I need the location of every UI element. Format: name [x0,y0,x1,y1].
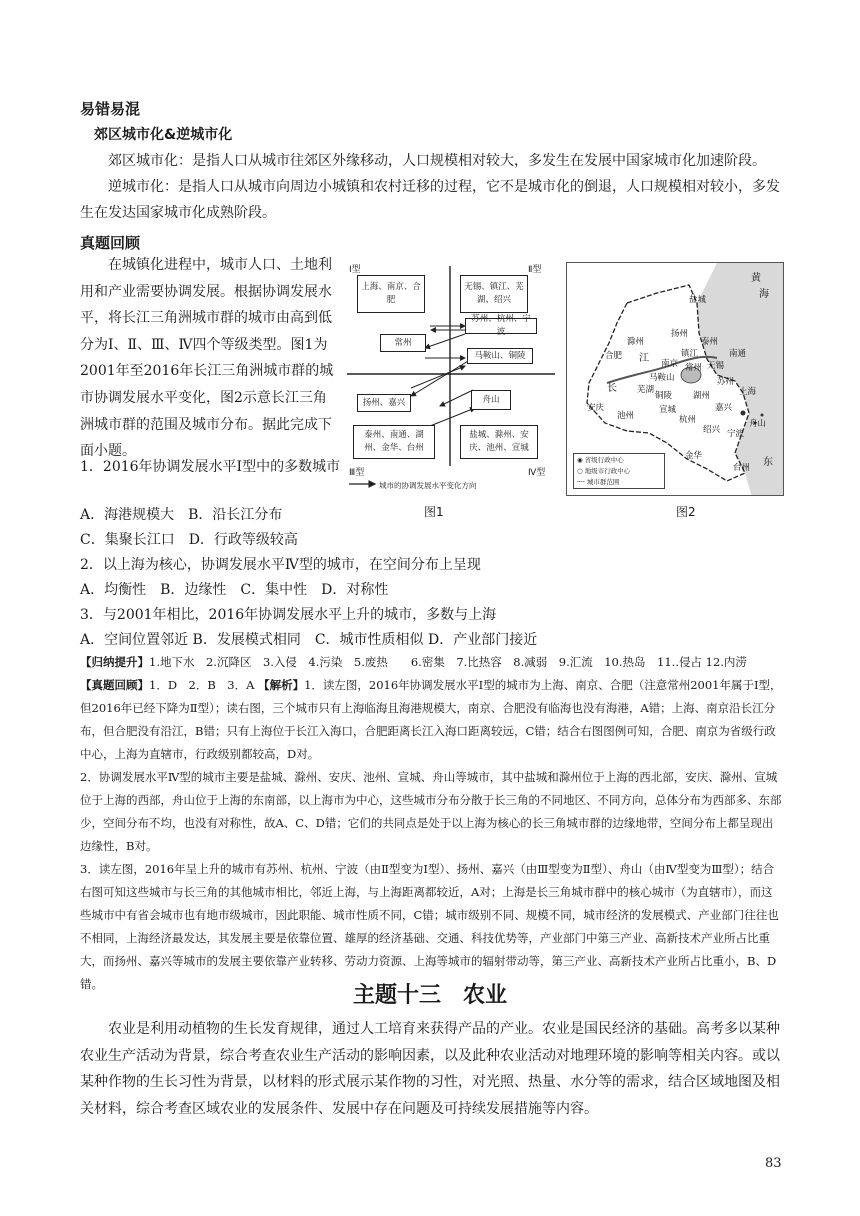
box-zhoushan: 舟山 [471,390,511,410]
map-label-ningbo: 宁波 [727,429,745,439]
box-yangzhou-jiaxing: 扬州、嘉兴 [357,394,411,412]
map-label-suzhou: 苏州 [717,377,735,387]
map-label-chang: 长 [607,383,617,394]
figure-1-diagram [345,258,560,498]
type-3-label: Ⅲ型 [349,468,365,478]
map-label-yellow-sea-2: 海 [759,289,769,300]
summary-text: 1.地下水 2.沉降区 3.入侵 4.污染 5.废热 6.密集 7.比热容 8.减弱 9.汇流 10.热岛 11..侵占 12.内涝 [149,655,747,669]
answers-block [80,651,784,996]
definition-suburbanization: 郊区城市化：是指人口从城市往郊区外缘移动，人口规模相对较大，多发生在发展中国家城市化加速阶段。 [108,153,766,169]
answer-2: 2．协调发展水平Ⅳ型的城市主要是盐城、滁州、安庆、池州、宣城、舟山等城市，其中盐城和滁州位于上海的西北部，安庆、滁州、宣城位于上海的西部，舟山位于上海的东南部，以上海市为中心，这些城市分布分散于长三角的不同地区、不同方向，总体分布为西部多、东部少，空间分布不均，也没有对称性，故A、C、D错；它们的共同点是处于以上海为核心的长三角城市群的边缘地带，空间分布上都呈现出边缘性，B对。 [80,770,782,853]
map-label-anqing: 安庆 [587,403,605,413]
map-label-jiaxing: 嘉兴 [715,403,733,413]
theme-intro [80,1016,784,1122]
type-4-label: Ⅳ型 [528,468,546,478]
map-label-zhoushan: 舟山 [749,419,767,429]
map-label-wuxi: 无锡 [707,361,725,371]
box-suzhou-hangzhou-ningbo: 苏州、杭州、宁波 [465,318,537,334]
map-label-yancheng: 盐城 [689,295,707,305]
analysis-1: 1．读左图，2016年协调发展水平Ⅰ型的城市为上海、南京、合肥（注意常州2001年属于Ⅰ型，但2016年已经下降为Ⅱ型）；读右图，三个城市只有上海临海且海港规模大，南京、合肥没有临海也没有海港，A错；上海、南京沿长江分布，但合肥没有沿江，B错；只有上海位于长江入海口，合肥距离长江入海口距离较远，C错；结合右图图例可知，合肥、南京为省级行政中心，上海为直辖市，行政级别都较高，D对。 [80,678,782,761]
review-intro [80,252,338,465]
legend-provincial-center: ◉ 省级行政中心 [577,456,624,464]
map-label-taizhou-zj: 台州 [733,463,751,473]
map-label-tongling: 铜陵 [655,391,673,401]
type-1-label: Ⅰ型 [349,265,361,275]
box-type3-cities: 泰州、南通、湖州、金华、台州 [353,425,435,459]
definitions-block [80,148,782,226]
figure-2-map [566,262,784,496]
map-label-xuancheng: 宣城 [659,405,677,415]
questions-block [80,503,780,653]
q2-stem: 2．以上海为核心，协调发展水平Ⅳ型的城市，在空间分布上呈现 [80,557,481,573]
map-label-zhenjiang: 镇江 [681,349,699,359]
map-label-shaoxing: 绍兴 [703,425,721,435]
q1-stem: 1．2016年协调发展水平Ⅰ型中的多数城市 [80,459,341,475]
map-label-jinhua: 金华 [685,451,703,461]
figure-2-caption: 图2 [676,505,696,519]
box-type2-cities: 无锡、镇江、芜湖、绍兴 [460,275,528,313]
q2-options: A．均衡性 B．边缘性 C．集中性 D．对称性 [80,582,389,598]
section-subtitle: 郊区城市化&逆城市化 [94,127,233,143]
map-label-hefei: 合肥 [605,351,623,361]
q1-options-cd: C．集聚长江口 D．行政等级较高 [80,532,298,548]
map-label-jiang: 江 [639,353,649,364]
map-label-huzhou: 湖州 [693,391,711,401]
question-1 [80,455,342,479]
figure-1-caption: 图1 [424,505,444,519]
analysis-label: 【解析】 [258,678,305,692]
map-label-maanshan: 马鞍山 [649,373,675,383]
map-label-taizhou-js: 泰州 [701,337,719,347]
type-2-label: Ⅱ型 [528,265,542,275]
map-label-changzhou: 常州 [685,363,703,373]
theme-title: 主题十三 农业 [352,983,507,1008]
legend-prefecture-center: ○ 地级市行政中心 [577,467,631,475]
map-label-yellow-sea-1: 黄 [751,273,761,284]
section-title-confusions: 易错易混 [80,100,141,118]
box-maanshan-tongling: 马鞍山、铜陵 [467,348,533,364]
map-label-hangzhou: 杭州 [679,415,697,425]
review-answers: 1．D 2．B 3．A [149,678,259,692]
map-label-nanjing: 南京 [661,359,679,369]
theme-paragraph: 农业是利用动植物的生长发育规律，通过人工培育来获得产品的产业。农业是国民经济的基础。高考多以某种农业生产活动为背景，综合考查农业生产活动的影响因素，以及此种农业活动对地理环境的影响等相关内容。或以某种作物的生长习性为背景，以材料的形式展示某作物的习性，对光照、热量、水分等的需求，结合区域地图及相关材料，综合考查区域农业的发展条件、发展中存在问题及可持续发展措施等内容。 [80,1021,780,1117]
map-label-chizhou: 池州 [617,411,635,421]
intro-paragraph: 在城镇化进程中，城市人口、土地利用和产业需要协调发展。根据协调发展水平，将长江三角洲城市群的城市由高到低分为Ⅰ、Ⅱ、Ⅲ、Ⅳ四个等级类型。图1为2001年至2016年长江三角洲城市群的城市协调发展水平变化，图2示意长江三角洲城市群的范围及城市分布。据此完成下面小题。 [80,257,334,460]
map-label-nantong: 南通 [729,349,747,359]
map-label-chuzhou: 滁州 [627,337,645,347]
map-legend [573,453,665,489]
legend-region-boundary: ╌╌ 城市群范围 [577,478,620,486]
answer-1 [80,674,784,766]
summary-label: 【归纳提升】 [80,655,149,669]
page-number: 83 [765,1156,782,1171]
definition-counterurbanization: 逆城市化：是指人口从城市向周边小城镇和农村迁移的过程，它不是城市化的倒退，人口规模相对较小，多发生在发达国家城市化成熟阶段。 [80,179,780,221]
map-label-east: 东 [763,457,773,468]
summary-line [80,651,784,674]
q3-stem: 3．与2001年相比，2016年协调发展水平上升的城市，多数与上海 [80,607,497,623]
box-type4-cities: 盐城、滁州、安庆、池州、宣城 [460,425,538,459]
arrow-legend-label: 城市的协调发展水平变化方向 [379,481,477,490]
q3-options: A．空间位置邻近 B．发展模式相同 C．城市性质相似 D．产业部门接近 [80,632,538,648]
box-type1-cities: 上海、南京、合肥 [357,275,425,313]
map-label-shanghai: 上海 [739,387,757,397]
review-label: 【真题回顾】 [80,678,149,692]
map-label-wuhu: 芜湖 [637,385,655,395]
section-title-review: 真题回顾 [80,234,141,252]
q1-options-ab: A．海港规模大 B．沿长江分布 [80,507,283,523]
answer-3: 3．读左图，2016年呈上升的城市有苏州、杭州、宁波（由Ⅱ型变为Ⅰ型）、扬州、嘉兴（由Ⅲ型变为Ⅱ型）、舟山（由Ⅳ型变为Ⅲ型）；结合右图可知这些城市与长三角的其他城市相比，邻近上海，与上海距离都较近，A对；上海是长三角城市群中的核心城市（为直辖市），而这些城市中有省会城市也有地市级城市，因此职能、城市性质不同，C错；城市级别不同、规模不同，城市经济的发展模式、产业部门往往也不相同，上海经济最发达，其发展主要是依靠位置、雄厚的经济基础、交通、科技优势等，产业部门中第三产业、高新技术产业所占比重大，而扬州、嘉兴等城市的发展主要依靠产业转移、劳动力资源、上海等城市的辐射带动等，第三产业、高新技术产业所占比重小，B、D错。 [80,862,779,991]
map-label-yangzhou: 扬州 [671,329,689,339]
box-changzhou: 常州 [380,334,426,352]
